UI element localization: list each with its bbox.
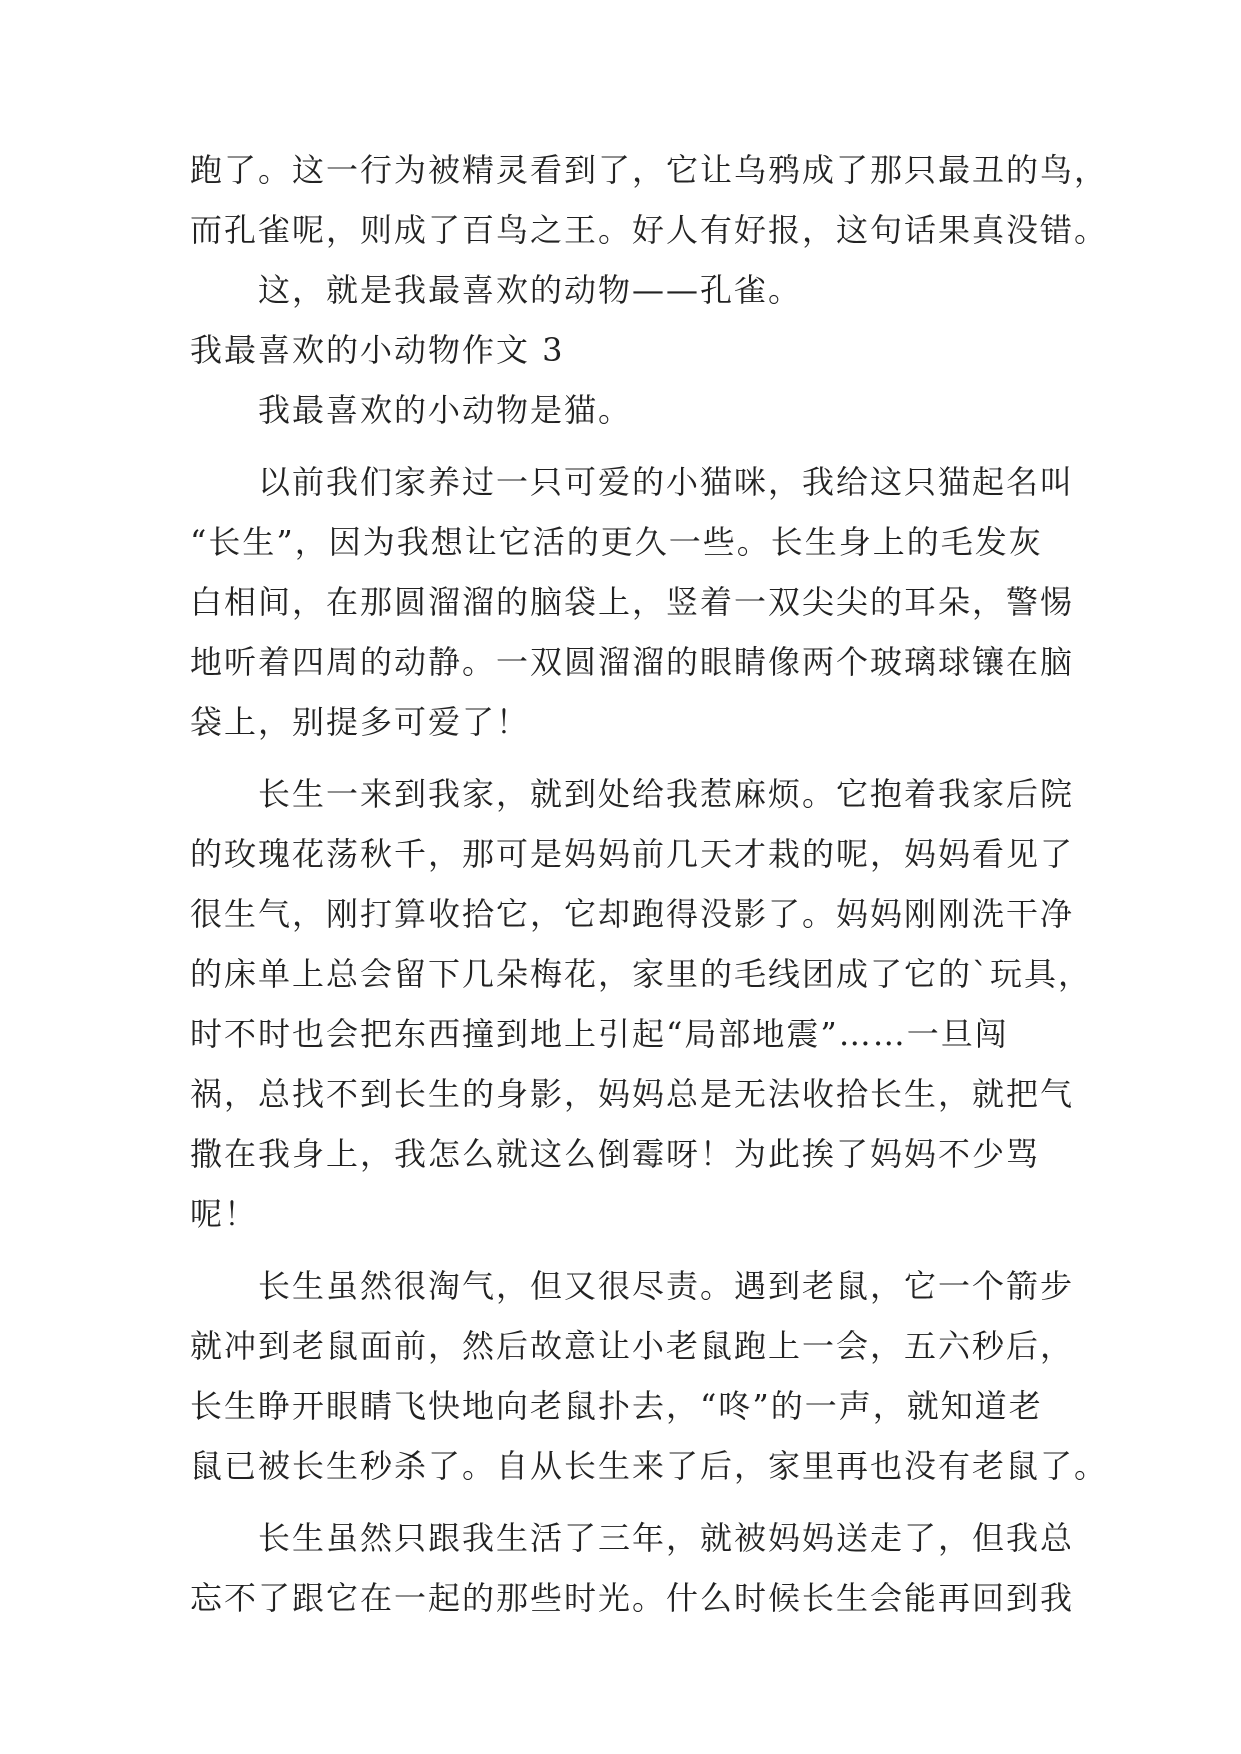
text-line: 撒在我身上，我怎么就这么倒霉呀！为此挨了妈妈不少骂 xyxy=(190,1135,1041,1173)
text-line: 时不时也会把东西撞到地上引起“局部地震”……一旦闯 xyxy=(190,1015,1009,1053)
text-line: 地听着四周的动静。一双圆溜溜的眼睛像两个玻璃球镶在脑 xyxy=(190,643,1075,681)
text-line: “长生”，因为我想让它活的更久一些。长生身上的毛发灰 xyxy=(190,523,1043,561)
text-line: 祸，总找不到长生的身影，妈妈总是无法收拾长生，就把气 xyxy=(190,1075,1075,1113)
text-line: 我最喜欢的小动物是猫。 xyxy=(258,391,633,429)
paragraph-ending xyxy=(190,1508,1075,1628)
text-line: 就冲到老鼠面前，然后故意让小老鼠跑上一会，五六秒后， xyxy=(190,1327,1075,1365)
text-line: 鼠已被长生秒杀了。自从长生来了后，家里再也没有老鼠了。 xyxy=(190,1447,1109,1485)
paragraph-trouble xyxy=(190,764,1093,1244)
text-line: 以前我们家养过一只可爱的小猫咪，我给这只猫起名叫 xyxy=(258,463,1075,501)
paragraph-intro xyxy=(190,380,1062,440)
text-line: 长生睁开眼睛飞快地向老鼠扑去，“咚”的一声，就知道老 xyxy=(190,1387,1043,1425)
text-line: 长生虽然只跟我生活了三年，就被妈妈送走了，但我总 xyxy=(258,1519,1075,1557)
text-line: 长生一来到我家，就到处给我惹麻烦。它抱着我家后院 xyxy=(258,775,1075,813)
text-line: 跑了。这一行为被精灵看到了，它让乌鸦成了那只最丑的鸟， xyxy=(190,151,1109,189)
paragraph-description xyxy=(190,452,1075,752)
text-line: 的床单上总会留下几朵梅花，家里的毛线团成了它的`玩具， xyxy=(190,955,1093,993)
paragraph-mouse xyxy=(190,1256,1109,1496)
paragraph-carryover xyxy=(190,140,1109,260)
text-line: 呢！ xyxy=(190,1195,259,1233)
text-line: 这，就是我最喜欢的动物——孔雀。 xyxy=(258,271,803,309)
text-line: 忘不了跟它在一起的那些时光。什么时候长生会能再回到我 xyxy=(190,1579,1075,1617)
text-line: 而孔雀呢，则成了百鸟之王。好人有好报，这句话果真没错。 xyxy=(190,211,1109,249)
text-line: 很生气，刚打算收拾它，它却跑得没影了。妈妈刚刚洗干净 xyxy=(190,895,1075,933)
document-body xyxy=(190,140,1109,1628)
text-line: 长生虽然很淘气，但又很尽责。遇到老鼠，它一个箭步 xyxy=(258,1267,1075,1305)
section-heading: 我最喜欢的小动物作文 3 xyxy=(190,331,565,369)
paragraph-peacock xyxy=(190,260,1062,320)
text-line: 的玫瑰花荡秋千，那可是妈妈前几天才栽的呢，妈妈看见了 xyxy=(190,835,1075,873)
text-line: 白相间，在那圆溜溜的脑袋上，竖着一双尖尖的耳朵，警惕 xyxy=(190,583,1075,621)
text-line: 袋上，别提多可爱了！ xyxy=(190,703,531,741)
